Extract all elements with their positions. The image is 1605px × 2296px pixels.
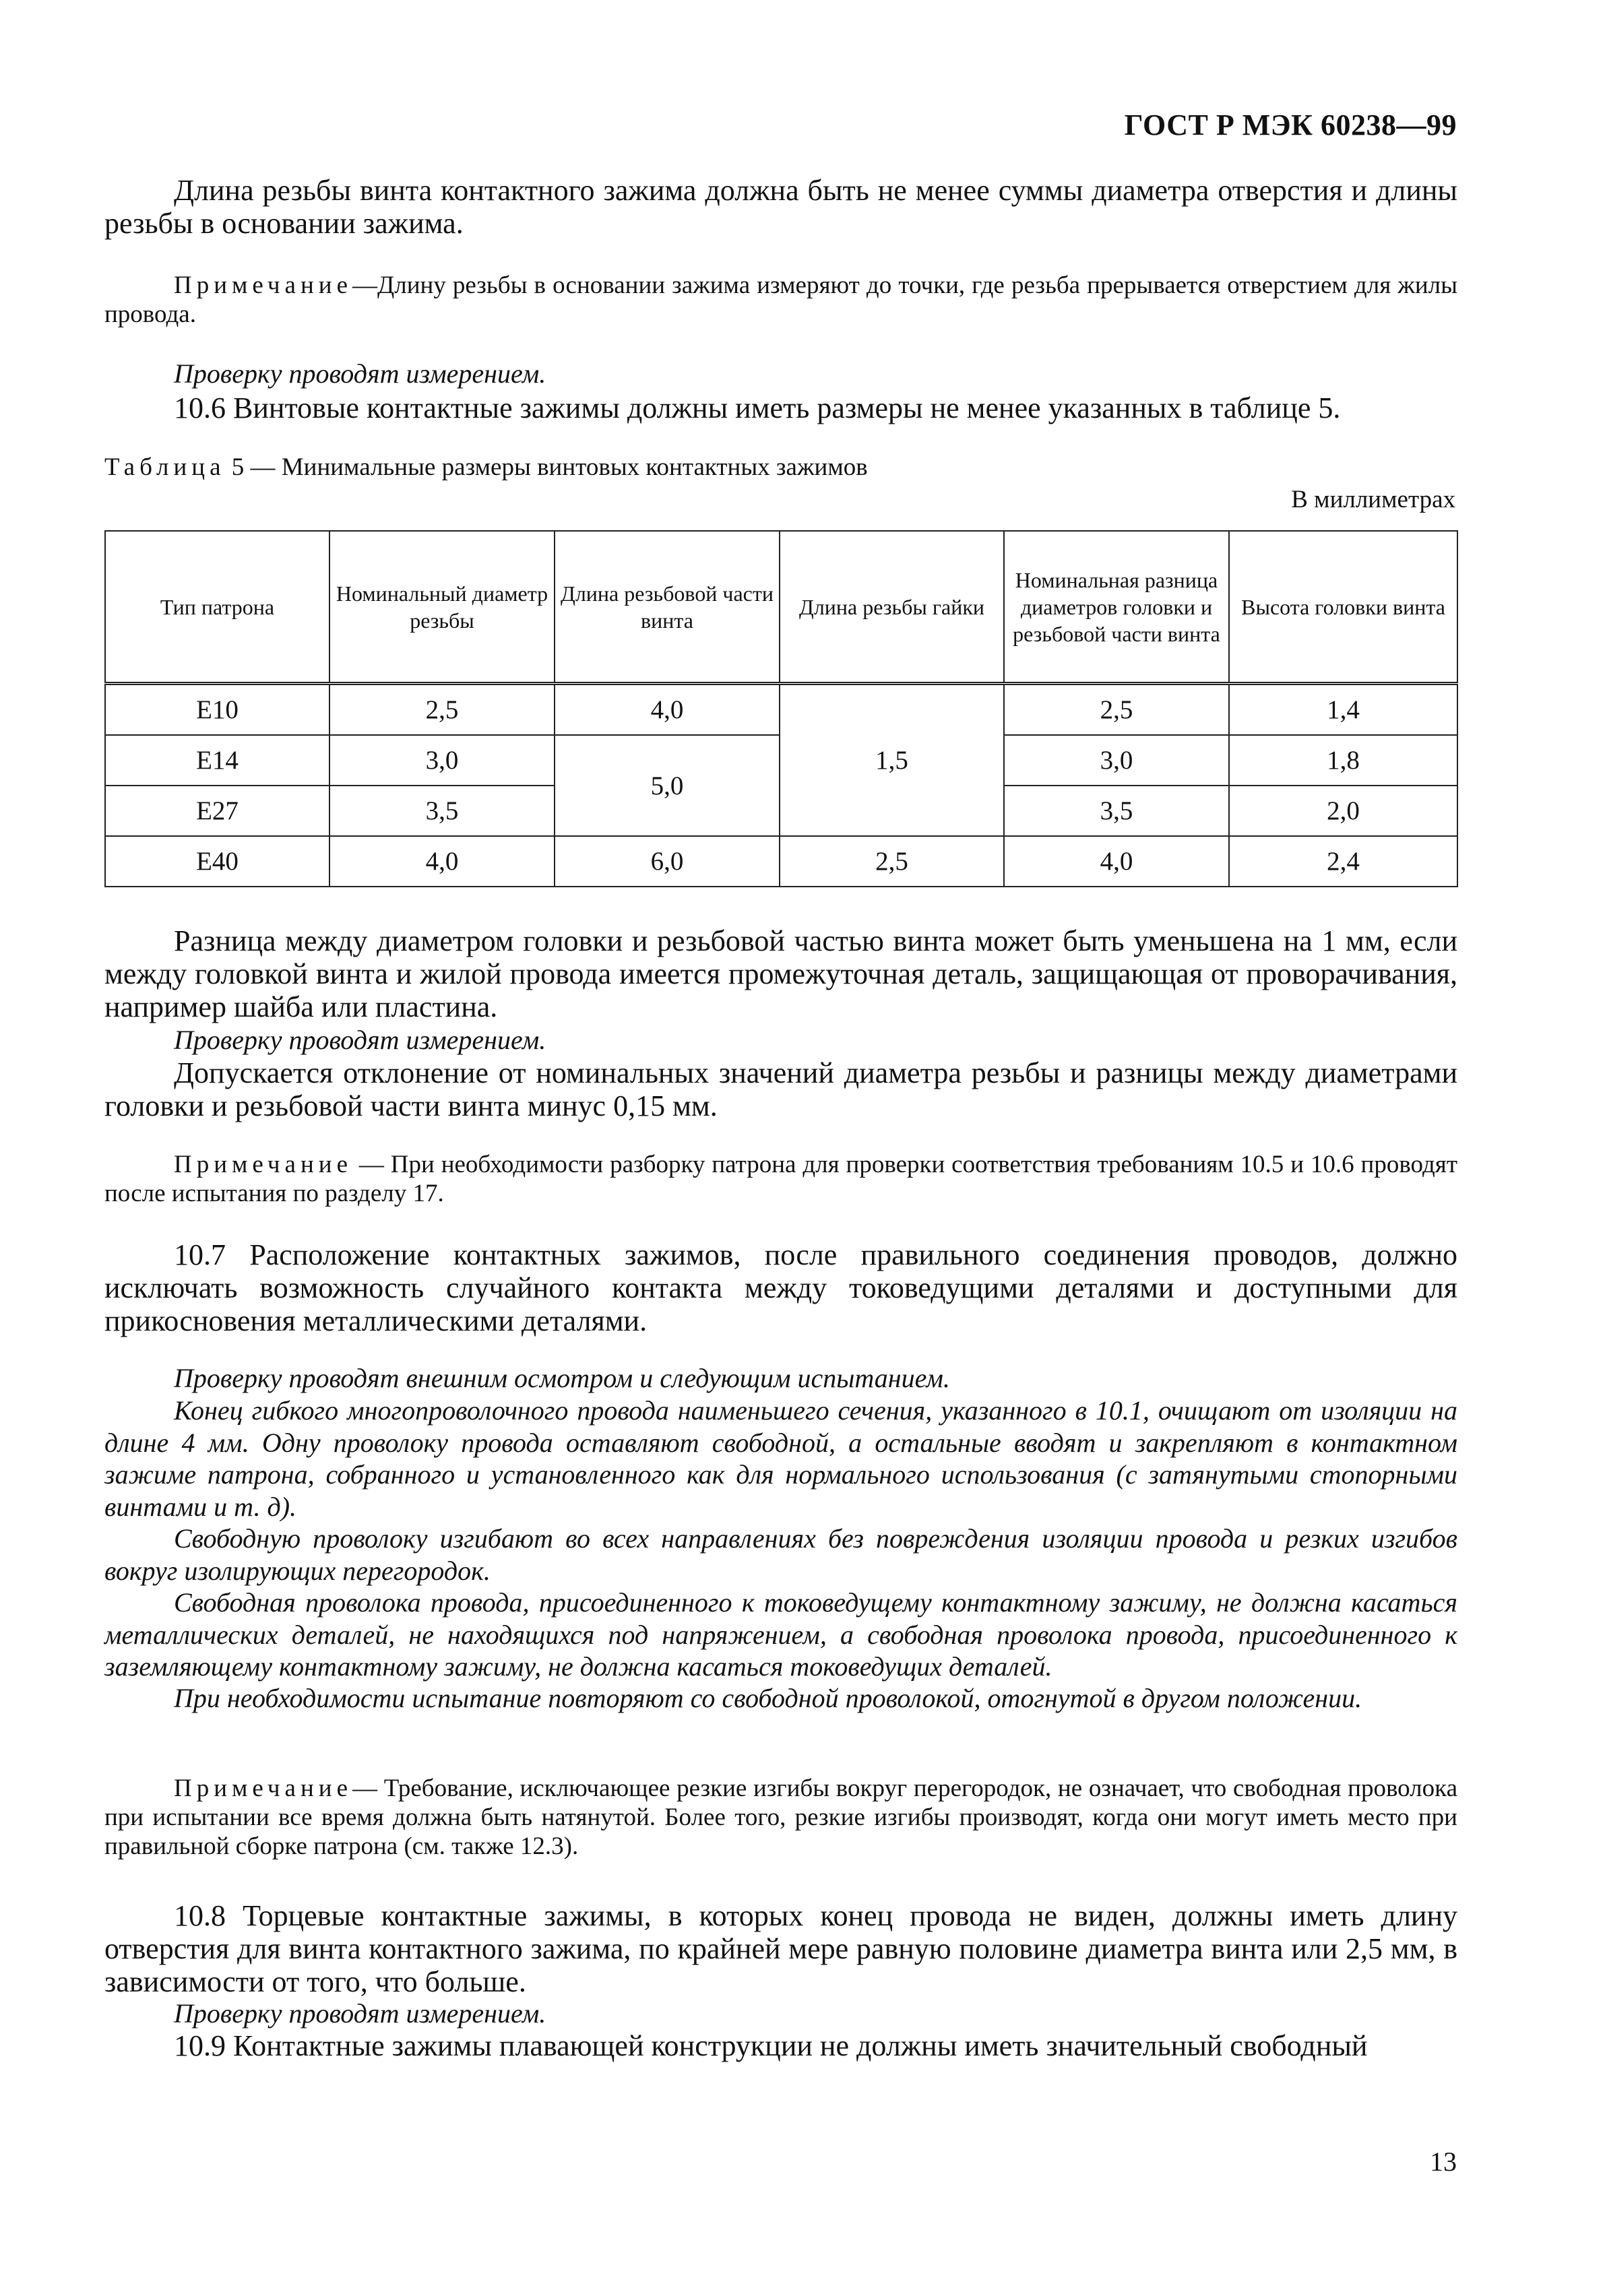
cell-nut-length: 2,5 — [780, 836, 1004, 887]
cell-type: E10 — [105, 684, 329, 736]
paragraph-head-difference: Разница между диаметром головки и резьбовой частью винта может быть уменьшена на 1 мм, если между головкой винта и жилой провода имеется промежуточная деталь, защищающая от проворачивания, например шайба или пластина. — [104, 924, 1457, 1023]
cell-head-height: 2,4 — [1229, 836, 1457, 887]
paragraph-10-8: 10.8 Торцевые контактные зажимы, в которых конец провода не виден, должны иметь длину отверстия для винта контактного зажима, по крайней мере равную половине диаметра винта или 2,5 мм, в зависимости от того, что больше. — [104, 1899, 1457, 1998]
cell-diameter: 3,0 — [329, 735, 555, 786]
note-1-label: Примечание — [174, 272, 352, 299]
note-2-label: Примечание — [174, 1151, 352, 1178]
cell-thread-length: 4,0 — [555, 684, 780, 736]
cell-diameter-difference: 4,0 — [1004, 836, 1229, 887]
page-number: 13 — [1430, 2146, 1457, 2177]
cell-thread-length: 6,0 — [555, 836, 780, 887]
cell-diameter: 2,5 — [329, 684, 555, 736]
table-row — [105, 836, 1457, 887]
paragraph-tolerance: Допускается отклонение от номинальных значений диаметра резьбы и разницы между диаметрами головки и резьбовой части винта минус 0,15 мм. — [104, 1056, 1457, 1122]
standard-header: ГОСТ Р МЭК 60238—99 — [1124, 108, 1457, 141]
check-line-3: Проверку проводят измерением. — [174, 1998, 546, 2029]
test-paragraph-2: Конец гибкого многопроволочного провода наименьшего сечения, указанного в 10.1, очищают от изоляции на длине 4 мм. Одну проволоку провода оставляют свободной, а остальные вводят и закрепляют в контактном зажиме патрона, собранного и установленного как для нормального использования (с затянутыми стопорными винтами и т. д). — [104, 1395, 1457, 1522]
check-line-2: Проверку проводят измерением. — [174, 1025, 546, 1055]
col-header-nut-length: Длина резьбы гайки — [780, 531, 1004, 684]
paragraph-10-9: 10.9 Контактные зажимы плавающей конструкции не должны иметь значительный свободный — [174, 2029, 1368, 2062]
cell-type: E27 — [105, 786, 329, 836]
table-5 — [104, 530, 1458, 887]
table-header-row — [105, 531, 1457, 684]
note-1 — [104, 271, 1457, 329]
cell-thread-length: 5,0 — [555, 735, 780, 836]
note-1-text: —Длину резьбы в основании зажима измеряют до точки, где резьба прерывается отверстием для жилы провода. — [104, 272, 1457, 328]
table-row — [105, 684, 1457, 736]
cell-head-height: 1,8 — [1229, 735, 1457, 786]
check-line-1: Проверку проводят измерением. — [174, 358, 546, 389]
paragraph-thread-length: Длина резьбы винта контактного зажима должна быть не менее суммы диаметра отверстия и длины резьбы в основании зажима. — [104, 174, 1457, 240]
test-line-1: Проверку проводят внешним осмотром и следующим испытанием. — [174, 1363, 950, 1393]
paragraph-10-6: 10.6 Винтовые контактные зажимы должны иметь размеры не менее указанных в таблице 5. — [174, 391, 1341, 424]
col-header-diameter-difference: Номинальная разница диаметров головки и резьбовой части винта — [1004, 531, 1229, 684]
cell-diameter: 4,0 — [329, 836, 555, 887]
note-2-text: — При необходимости разборку патрона для проверки соответствия требованиям 10.5 и 10.6 проводят после испытания по разделу 17. — [104, 1151, 1457, 1207]
table-5-caption — [104, 453, 868, 482]
cell-type: E14 — [105, 735, 329, 786]
cell-nut-length: 1,5 — [780, 684, 1004, 837]
cell-type: E40 — [105, 836, 329, 887]
col-header-type: Тип патрона — [105, 531, 329, 684]
col-header-thread-length: Длина резьбовой части винта — [555, 531, 780, 684]
cell-head-height: 1,4 — [1229, 684, 1457, 736]
cell-head-height: 2,0 — [1229, 786, 1457, 836]
note-3-text: — Требование, исключающее резкие изгибы вокруг перегородок, не означает, что свободная проволока при испытании все время должна быть натянутой. Более того, резкие изгибы производят, когда они могут иметь место при правильной сборке патрона (см. также 12.3). — [104, 1775, 1457, 1860]
test-paragraph-4: Свободная проволока провода, присоединенного к токоведущему контактному зажиму, не должна касаться металлических деталей, не находящихся под напряжением, а свободная проволока провода, присоединенного к заземляющему контактному зажиму, не должна касаться токоведущих деталей. — [104, 1587, 1457, 1682]
col-header-head-height: Высота головки винта — [1229, 531, 1457, 684]
col-header-diameter: Номинальный диаметр резьбы — [329, 531, 555, 684]
table-caption-label: Таблица — [104, 453, 226, 481]
test-paragraph-5: При необходимости испытание повторяют со свободной проволокой, отогнутой в другом положении. — [174, 1683, 1362, 1713]
cell-diameter-difference: 2,5 — [1004, 684, 1229, 736]
note-3 — [104, 1774, 1457, 1861]
test-paragraph-3: Свободную проволоку изгибают во всех направлениях без повреждения изоляции провода и резких изгибов вокруг изолирующих перегородок. — [104, 1523, 1457, 1586]
paragraph-10-7: 10.7 Расположение контактных зажимов, после правильного соединения проводов, должно исключать возможность случайного контакта между токоведущими деталями и доступными для прикосновения металлическими деталями. — [104, 1238, 1457, 1337]
note-3-label: Примечание — [174, 1775, 352, 1802]
table-units: В миллиметрах — [1291, 486, 1455, 513]
note-2 — [104, 1150, 1457, 1208]
table-caption-text: 5 — Минимальные размеры винтовых контактных зажимов — [225, 453, 868, 481]
cell-diameter-difference: 3,5 — [1004, 786, 1229, 836]
cell-diameter: 3,5 — [329, 786, 555, 836]
cell-diameter-difference: 3,0 — [1004, 735, 1229, 786]
